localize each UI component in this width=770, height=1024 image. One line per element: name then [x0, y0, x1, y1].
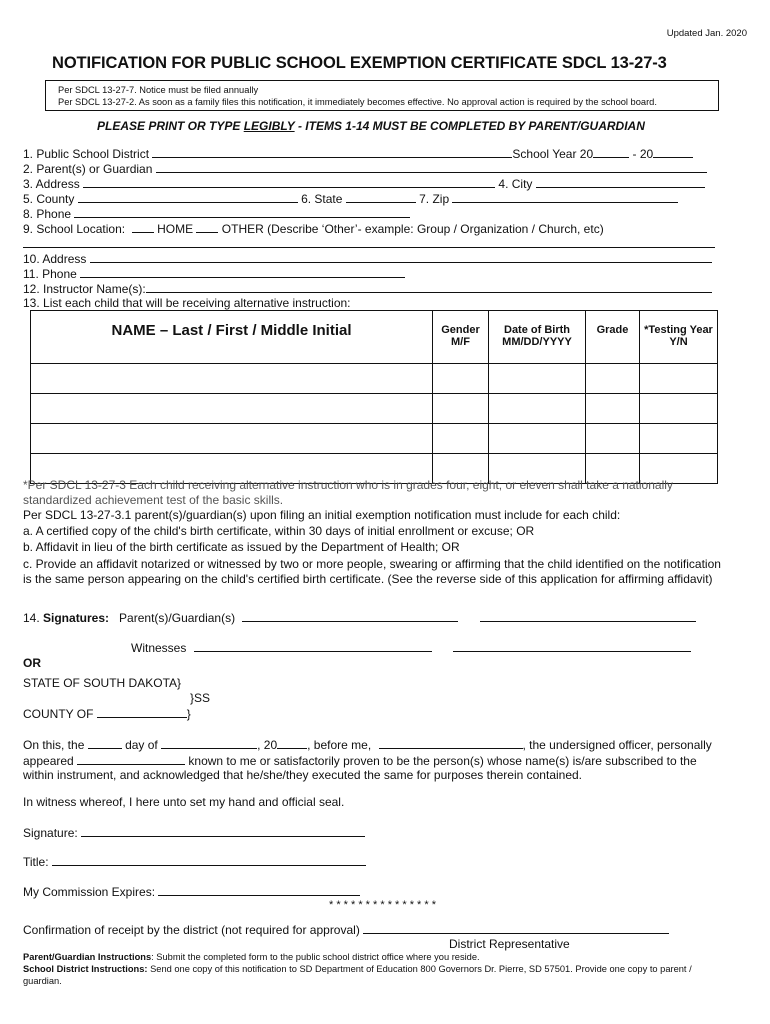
field-12-row	[23, 281, 712, 296]
parent-signature-1-line[interactable]	[242, 610, 458, 622]
public-school-district-input[interactable]	[152, 146, 512, 158]
child-grade-cell[interactable]	[586, 424, 640, 454]
field-8-label: 8. Phone	[23, 207, 72, 221]
requirements-intro: Per SDCL 13-27-3.1 parent(s)/guardian(s) upon filing an initial exemption notification must include for each child:	[23, 508, 621, 522]
school-address-input[interactable]	[90, 251, 712, 263]
instructor-names-input[interactable]	[146, 281, 712, 293]
witness-statement: In witness whereof, I here unto set my hand and official seal.	[23, 795, 345, 809]
address-input[interactable]	[83, 176, 495, 188]
confirmation-row: Confirmation of receipt by the district (not required for approval)	[23, 922, 669, 937]
field-9-label: 9. School Location:	[23, 222, 126, 236]
field-10-row	[23, 251, 712, 266]
field-4-label: 4. City	[498, 177, 533, 191]
notary-title-line[interactable]	[52, 854, 366, 866]
field-7-label: 7. Zip	[419, 192, 450, 206]
notice-line-2: Per SDCL 13-27-2. As soon as a family files this notification, it immediately becomes effective. No approval action is required by the school board.	[58, 97, 657, 107]
child-name-cell[interactable]	[31, 424, 433, 454]
parent-signature-2-line[interactable]	[480, 610, 696, 622]
child-gender-cell[interactable]	[433, 364, 489, 394]
county-label: COUNTY OF	[23, 707, 94, 721]
field-5-row	[23, 191, 678, 206]
children-table	[30, 310, 718, 484]
field-1-row	[23, 146, 693, 161]
requirement-c: c. Provide an affidavit notarized or witnessed by two or more people, swearing or affirming that the child identified on the notification is the same person appearing on the child's certified birth certificate. (See the reverse side of this application for affirming affidavit)	[23, 557, 721, 586]
zip-input[interactable]	[452, 191, 678, 203]
other-checkbox[interactable]	[196, 221, 218, 233]
child-name-cell[interactable]	[31, 394, 433, 424]
table-row	[31, 364, 718, 394]
commission-expires-line[interactable]	[158, 884, 360, 896]
school-instructions: School District Instructions: Send one copy of this notification to SD Department of Education 800 Governors Dr. Pierre, SD 57501. Provide one copy to parent /	[23, 964, 692, 974]
state-line: STATE OF SOUTH DAKOTA}	[23, 676, 182, 690]
witness-signature-1-line[interactable]	[194, 640, 432, 652]
notary-appeared-input[interactable]	[77, 753, 185, 765]
witnesses-row	[131, 640, 691, 655]
school-year-label: School Year 20	[512, 147, 594, 161]
field-8-row	[23, 206, 410, 221]
field-11-row	[23, 266, 405, 281]
ss-line: }SS	[190, 691, 211, 705]
requirement-b: b. Affidavit in lieu of the birth certificate as issued by the Department of Health; OR	[23, 540, 460, 554]
field-9-row	[23, 221, 604, 236]
school-phone-input[interactable]	[80, 266, 405, 278]
county-row: COUNTY OF }	[23, 707, 191, 721]
table-row	[31, 424, 718, 454]
child-testing-cell[interactable]	[640, 364, 718, 394]
updated-date: Updated Jan. 2020	[666, 28, 747, 39]
phone-input[interactable]	[74, 206, 410, 218]
table-row	[31, 394, 718, 424]
or-label: OR	[23, 656, 41, 670]
witnesses-label: Witnesses	[131, 641, 187, 655]
parent-instructions: Parent/Guardian Instructions: Submit the completed form to the public school district office where you reside.	[23, 952, 480, 962]
witness-signature-2-line[interactable]	[453, 640, 691, 652]
field-3-label: 3. Address	[23, 177, 80, 191]
state-input[interactable]	[346, 191, 416, 203]
field-1-label: 1. Public School District	[23, 147, 150, 161]
child-dob-cell[interactable]	[489, 424, 586, 454]
notary-day-input[interactable]	[88, 737, 122, 749]
district-representative-line[interactable]	[363, 922, 669, 934]
legibly-emphasis: LEGIBLY	[243, 119, 295, 133]
signatures-number: 14.	[23, 611, 44, 625]
parent-guardian-sign-label: Parent(s)/Guardian(s)	[119, 611, 236, 625]
other-label: OTHER (Describe ‘Other’- example: Group / Organization / Church, etc)	[221, 222, 604, 236]
signatures-label: Signatures:	[43, 611, 110, 625]
notary-signature-line[interactable]	[81, 825, 365, 837]
name-column-header: NAME – Last / First / Middle Initial	[31, 311, 433, 364]
field-13-label: 13. List each child that will be receiving alternative instruction:	[23, 296, 351, 310]
notice-box	[45, 80, 719, 111]
school-year-sep: - 20	[632, 147, 654, 161]
notary-officer-input[interactable]	[379, 737, 523, 749]
school-year-start-input[interactable]	[593, 146, 629, 158]
other-description-input[interactable]	[23, 236, 715, 248]
child-dob-cell[interactable]	[489, 364, 586, 394]
gender-column-header: Gender M/F	[433, 311, 489, 364]
notary-title-row: Title:	[23, 854, 366, 869]
child-gender-cell[interactable]	[433, 394, 489, 424]
notary-year-input[interactable]	[277, 737, 307, 749]
field-3-row	[23, 176, 705, 191]
notary-para-line-3: within instrument, and acknowledged that he/she/they executed the same for purposes therein contained.	[23, 768, 583, 782]
child-testing-cell[interactable]	[640, 424, 718, 454]
testing-year-column-header: *Testing Year Y/N	[640, 311, 718, 364]
notice-line-1: Per SDCL 13-27-7. Notice must be filed annually	[58, 85, 259, 95]
field-2-row	[23, 161, 707, 176]
child-testing-cell[interactable]	[640, 394, 718, 424]
notary-signature-row: Signature:	[23, 825, 365, 840]
child-grade-cell[interactable]	[586, 394, 640, 424]
field-10-label: 10. Address	[23, 252, 87, 266]
field-12-label: 12. Instructor Name(s):	[23, 282, 146, 296]
testing-note: *Per SDCL 13-27-3 Each child receiving alternative instruction who is in grades four, eight, or eleven shall take a nationally standardized achievement test of the basic skills.	[23, 478, 673, 507]
notary-para-line-1: On this, the day of , 20 , before me, , the undersigned officer, personally	[23, 738, 712, 752]
grade-column-header: Grade	[586, 311, 640, 364]
commission-row: My Commission Expires:	[23, 884, 360, 899]
parent-guardian-input[interactable]	[156, 161, 707, 173]
notary-para-line-2: appeared known to me or satisfactorily proven to be the person(s) whose name(s) is/are subscribed to the	[23, 754, 697, 768]
signatures-row	[23, 610, 696, 625]
notary-county-input[interactable]	[97, 706, 187, 718]
home-label: HOME	[157, 222, 194, 236]
stars-separator: * * * * * * * * * * * * * * *	[329, 899, 436, 911]
field-6-label: 6. State	[301, 192, 343, 206]
notary-month-input[interactable]	[161, 737, 257, 749]
city-input[interactable]	[536, 176, 705, 188]
dob-column-header: Date of Birth MM/DD/YYYY	[489, 311, 586, 364]
field-11-label: 11. Phone	[23, 267, 77, 281]
child-dob-cell[interactable]	[489, 394, 586, 424]
table-header-row	[31, 311, 718, 364]
child-grade-cell[interactable]	[586, 364, 640, 394]
school-year-end-input[interactable]	[653, 146, 693, 158]
child-name-cell[interactable]	[31, 364, 433, 394]
requirement-a: a. A certified copy of the child's birth certificate, within 30 days of initial enrollment or excuse; OR	[23, 524, 535, 538]
print-instruction: PLEASE PRINT OR TYPE LEGIBLY - ITEMS 1-14 MUST BE COMPLETED BY PARENT/GUARDIAN	[97, 119, 645, 133]
school-instructions-cont: guardian.	[23, 976, 62, 986]
home-checkbox[interactable]	[132, 221, 154, 233]
district-representative-label: District Representative	[449, 937, 570, 951]
child-gender-cell[interactable]	[433, 424, 489, 454]
county-input[interactable]	[78, 191, 298, 203]
field-5-label: 5. County	[23, 192, 75, 206]
field-2-label: 2. Parent(s) or Guardian	[23, 162, 153, 176]
form-title: NOTIFICATION FOR PUBLIC SCHOOL EXEMPTION CERTIFICATE SDCL 13-27-3	[52, 54, 667, 72]
